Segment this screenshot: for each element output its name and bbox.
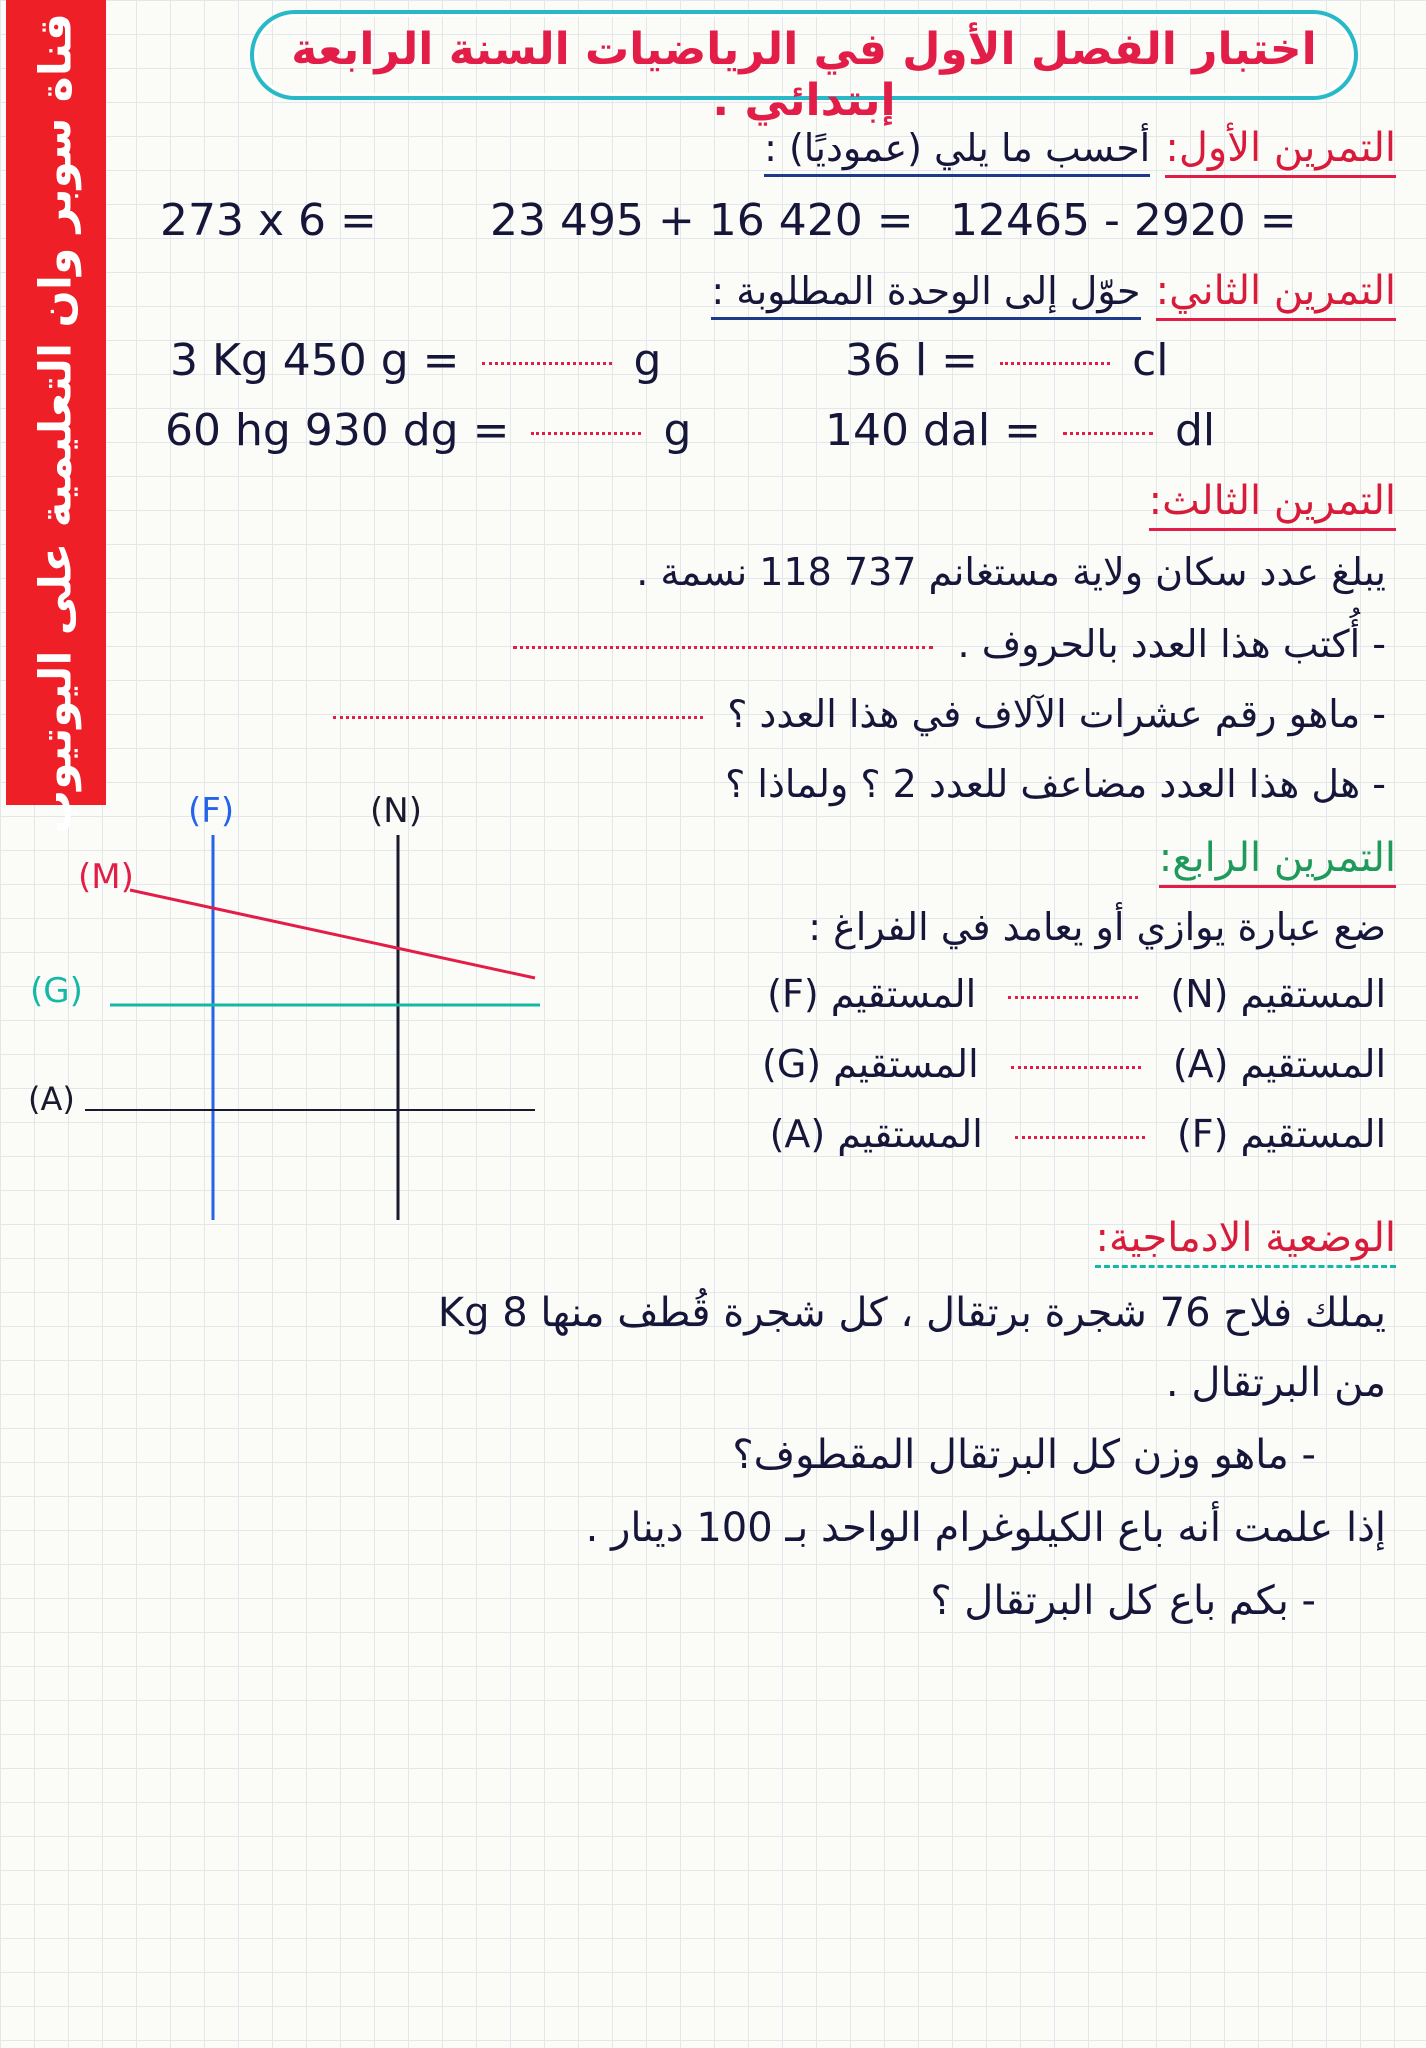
ex4-instruction: ضع عبارة يوازي أو يعامد في الفراغ :	[808, 905, 1386, 949]
ex2-row2-left-expr: 60 hg 930 dg =	[165, 405, 510, 456]
label-m: (M)	[78, 857, 134, 897]
ex1-op-sub: 12465 - 2920 =	[950, 195, 1297, 246]
line-m	[130, 890, 535, 978]
situation-heading: الوضعية الادماجية:	[1095, 1215, 1396, 1268]
page-title: اختبار الفصل الأول في الرياضيات السنة الرابعة إبتدائي .	[291, 24, 1317, 126]
ex4-row-2	[606, 1042, 1386, 1086]
label-f: (F)	[188, 791, 235, 831]
ex3-heading: التمرين الثالث:	[1149, 478, 1396, 531]
answer-blank[interactable]	[531, 431, 641, 435]
label-n: (N)	[370, 791, 422, 831]
ex2-row1-left	[170, 335, 661, 386]
ex1-instruction: أحسب ما يلي (عموديًا) :	[764, 126, 1150, 177]
ex2-instruction: حوّل إلى الوحدة المطلوبة :	[711, 269, 1140, 320]
answer-blank[interactable]	[1063, 431, 1153, 435]
ex2-row2-left	[165, 405, 691, 456]
ex3-header	[1149, 478, 1396, 524]
ex4-row2-right: المستقيم (G)	[761, 1042, 979, 1086]
ex2-heading: التمرين الثاني:	[1156, 268, 1396, 321]
ex4-header	[1159, 835, 1396, 881]
channel-banner-text: قناة سوبر وان التعليمية على اليوتيوب	[30, 12, 82, 834]
ex2-row1-right	[845, 335, 1168, 386]
ex2-row1-right-expr: 36 l =	[845, 335, 979, 386]
ex2-row2-right	[825, 405, 1215, 456]
ex2-row1-left-unit: g	[633, 335, 662, 386]
ex1-op-add: 23 495 + 16 420 =	[490, 195, 914, 246]
ex3-q2-line	[136, 692, 1386, 736]
ex4-row3-right: المستقيم (A)	[769, 1112, 983, 1156]
ex4-row-3	[606, 1112, 1386, 1156]
lines-figure	[20, 780, 560, 1240]
channel-banner	[6, 0, 106, 834]
situation-line-3: إذا علمت أنه باع الكيلوغرام الواحد بـ 100 دينار .	[585, 1505, 1386, 1551]
ex4-row2-left: المستقيم (A)	[1172, 1042, 1386, 1086]
ex4-row-1	[606, 972, 1386, 1016]
ex2-row2-right-unit: dl	[1174, 405, 1216, 456]
situation-q1: - ماهو وزن كل البرتقال المقطوف؟	[732, 1432, 1316, 1478]
ex4-heading: التمرين الرابع:	[1159, 835, 1396, 888]
ex2-row1-right-unit: cl	[1132, 335, 1169, 386]
ex2-row1-left-expr: 3 Kg 450 g =	[170, 335, 460, 386]
label-g: (G)	[30, 971, 83, 1011]
ex4-row1-left: المستقيم (N)	[1170, 972, 1386, 1016]
answer-blank[interactable]	[1011, 1065, 1141, 1069]
situation-line-2: من البرتقال .	[1165, 1360, 1386, 1406]
ex2-row2-left-unit: g	[663, 405, 692, 456]
ex1-heading: التمرين الأول:	[1165, 125, 1396, 178]
situation-line-1: يملك فلاح 76 شجرة برتقال ، كل شجرة قُطف منها 8 Kg	[437, 1290, 1386, 1336]
answer-blank[interactable]	[513, 645, 933, 649]
situation-q2: - بكم باع كل البرتقال ؟	[930, 1578, 1316, 1624]
ex3-q1: - أُكتب هذا العدد بالحروف .	[957, 622, 1386, 666]
answer-blank[interactable]	[1015, 1135, 1145, 1139]
ex3-q1-line	[136, 622, 1386, 666]
ex1-header	[496, 125, 1396, 171]
ex2-row2-right-expr: 140 dal =	[825, 405, 1041, 456]
answer-blank[interactable]	[482, 361, 612, 365]
ex2-header	[496, 268, 1396, 314]
title-frame	[250, 10, 1358, 126]
ex3-q2: - ماهو رقم عشرات الآلاف في هذا العدد ؟	[727, 692, 1386, 736]
ex3-statement: يبلغ عدد سكان ولاية مستغانم 737 118 نسمة .	[636, 550, 1386, 594]
ex1-op-mult: 273 x 6 =	[160, 195, 377, 246]
ex4-row3-left: المستقيم (F)	[1176, 1112, 1386, 1156]
ex3-q3: - هل هذا العدد مضاعف للعدد 2 ؟ ولماذا ؟	[725, 762, 1386, 806]
ex4-row1-right: المستقيم (F)	[767, 972, 977, 1016]
answer-blank[interactable]	[1000, 361, 1110, 365]
label-a: (A)	[28, 1080, 75, 1118]
situation-header	[1095, 1215, 1396, 1261]
answer-blank[interactable]	[333, 715, 703, 719]
answer-blank[interactable]	[1008, 995, 1138, 999]
